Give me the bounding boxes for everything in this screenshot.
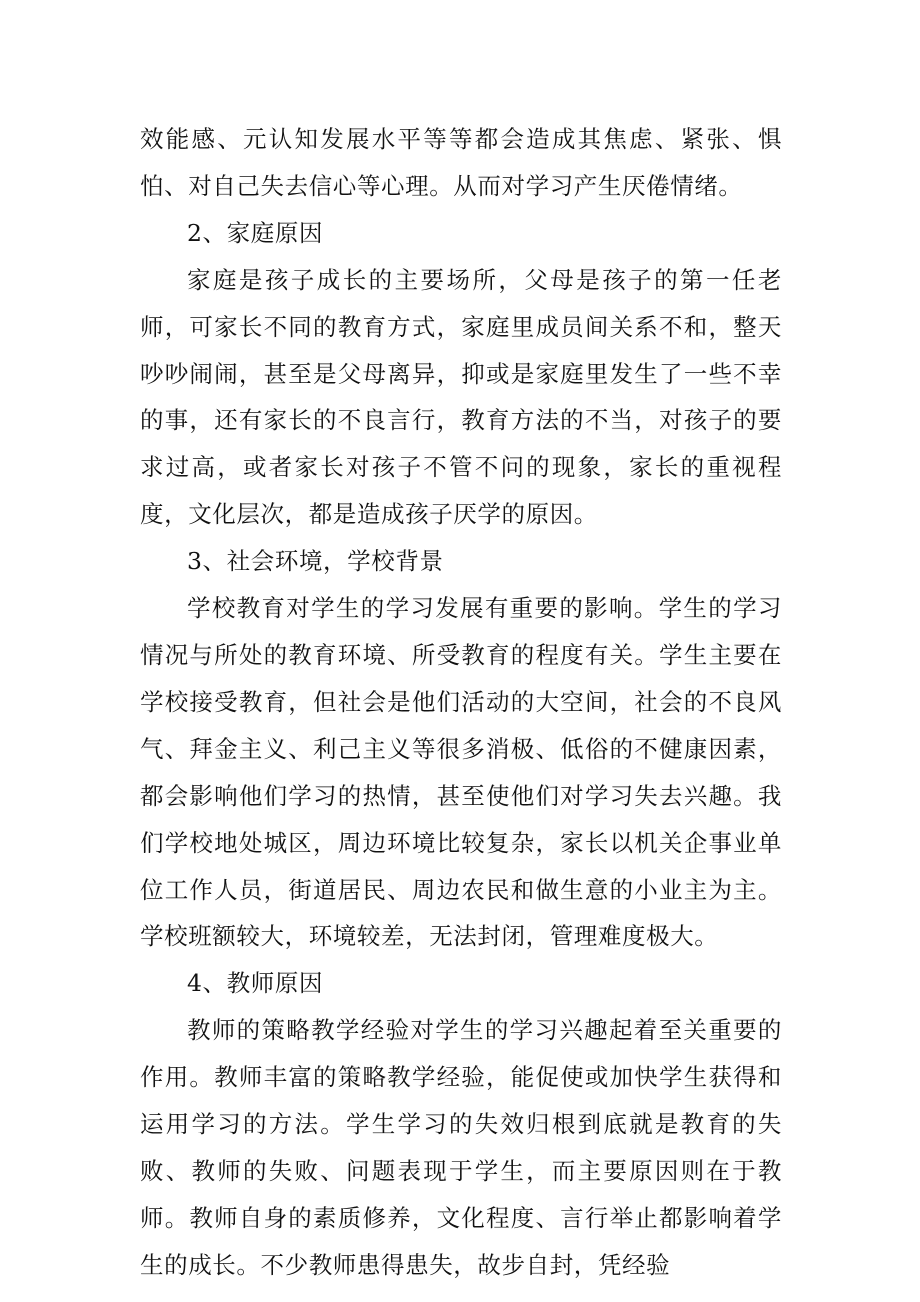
paragraph-teacher-reasons: 教师的策略教学经验对学生的学习兴趣起着至关重要的作用。教师丰富的策略教学经验，能促使或加快学生获得和运用学习的方法。学生学习的失效归根到底就是教育的失败、教师的失败、问题表现于学生，而主要原因则在于教师。教师自身的素质修养，文化程度、言行举止都影响着学生的成长。不少教师患得患失，故步自封，凭经验 [140, 1016, 782, 1279]
paragraph-family-reasons: 家庭是孩子成长的主要场所，父母是孩子的第一任老师，可家长不同的教育方式，家庭里成员间关系不和，整天吵吵闹闹，甚至是父母离异，抑或是家庭里发生了一些不幸的事，还有家长的不良言行，教育方法的不当，对孩子的要求过高，或者家长对孩子不管不问的现象，家长的重视程度，文化层次，都是造成孩子厌学的原因。 [140, 265, 782, 529]
section-heading-social-environment: 3、社会环境，学校背景 [187, 547, 444, 576]
document-body [140, 116, 782, 1289]
paragraph-continuation: 效能感、元认知发展水平等等都会造成其焦虑、紧张、惧怕、对自己失去信心等心理。从而对学习产生厌倦情绪。 [140, 125, 782, 200]
paragraph-social-environment: 学校教育对学生的学习发展有重要的影响。学生的学习情况与所处的教育环境、所受教育的程度有关。学生主要在学校接受教育，但社会是他们活动的大空间，社会的不良风气、拜金主义、利己主义等很多消极、低俗的不健康因素，都会影响他们学习的热情，甚至使他们对学习失去兴趣。我们学校地处城区，周边环境比较复杂，家长以机关企事业单位工作人员，街道居民、周边农民和做生意的小业主为主。学校班额较大，环境较差，无法封闭，管理难度极大。 [140, 594, 782, 951]
section-heading-family-reasons: 2、家庭原因 [187, 218, 324, 247]
section-heading-teacher-reasons: 4、教师原因 [187, 969, 324, 998]
